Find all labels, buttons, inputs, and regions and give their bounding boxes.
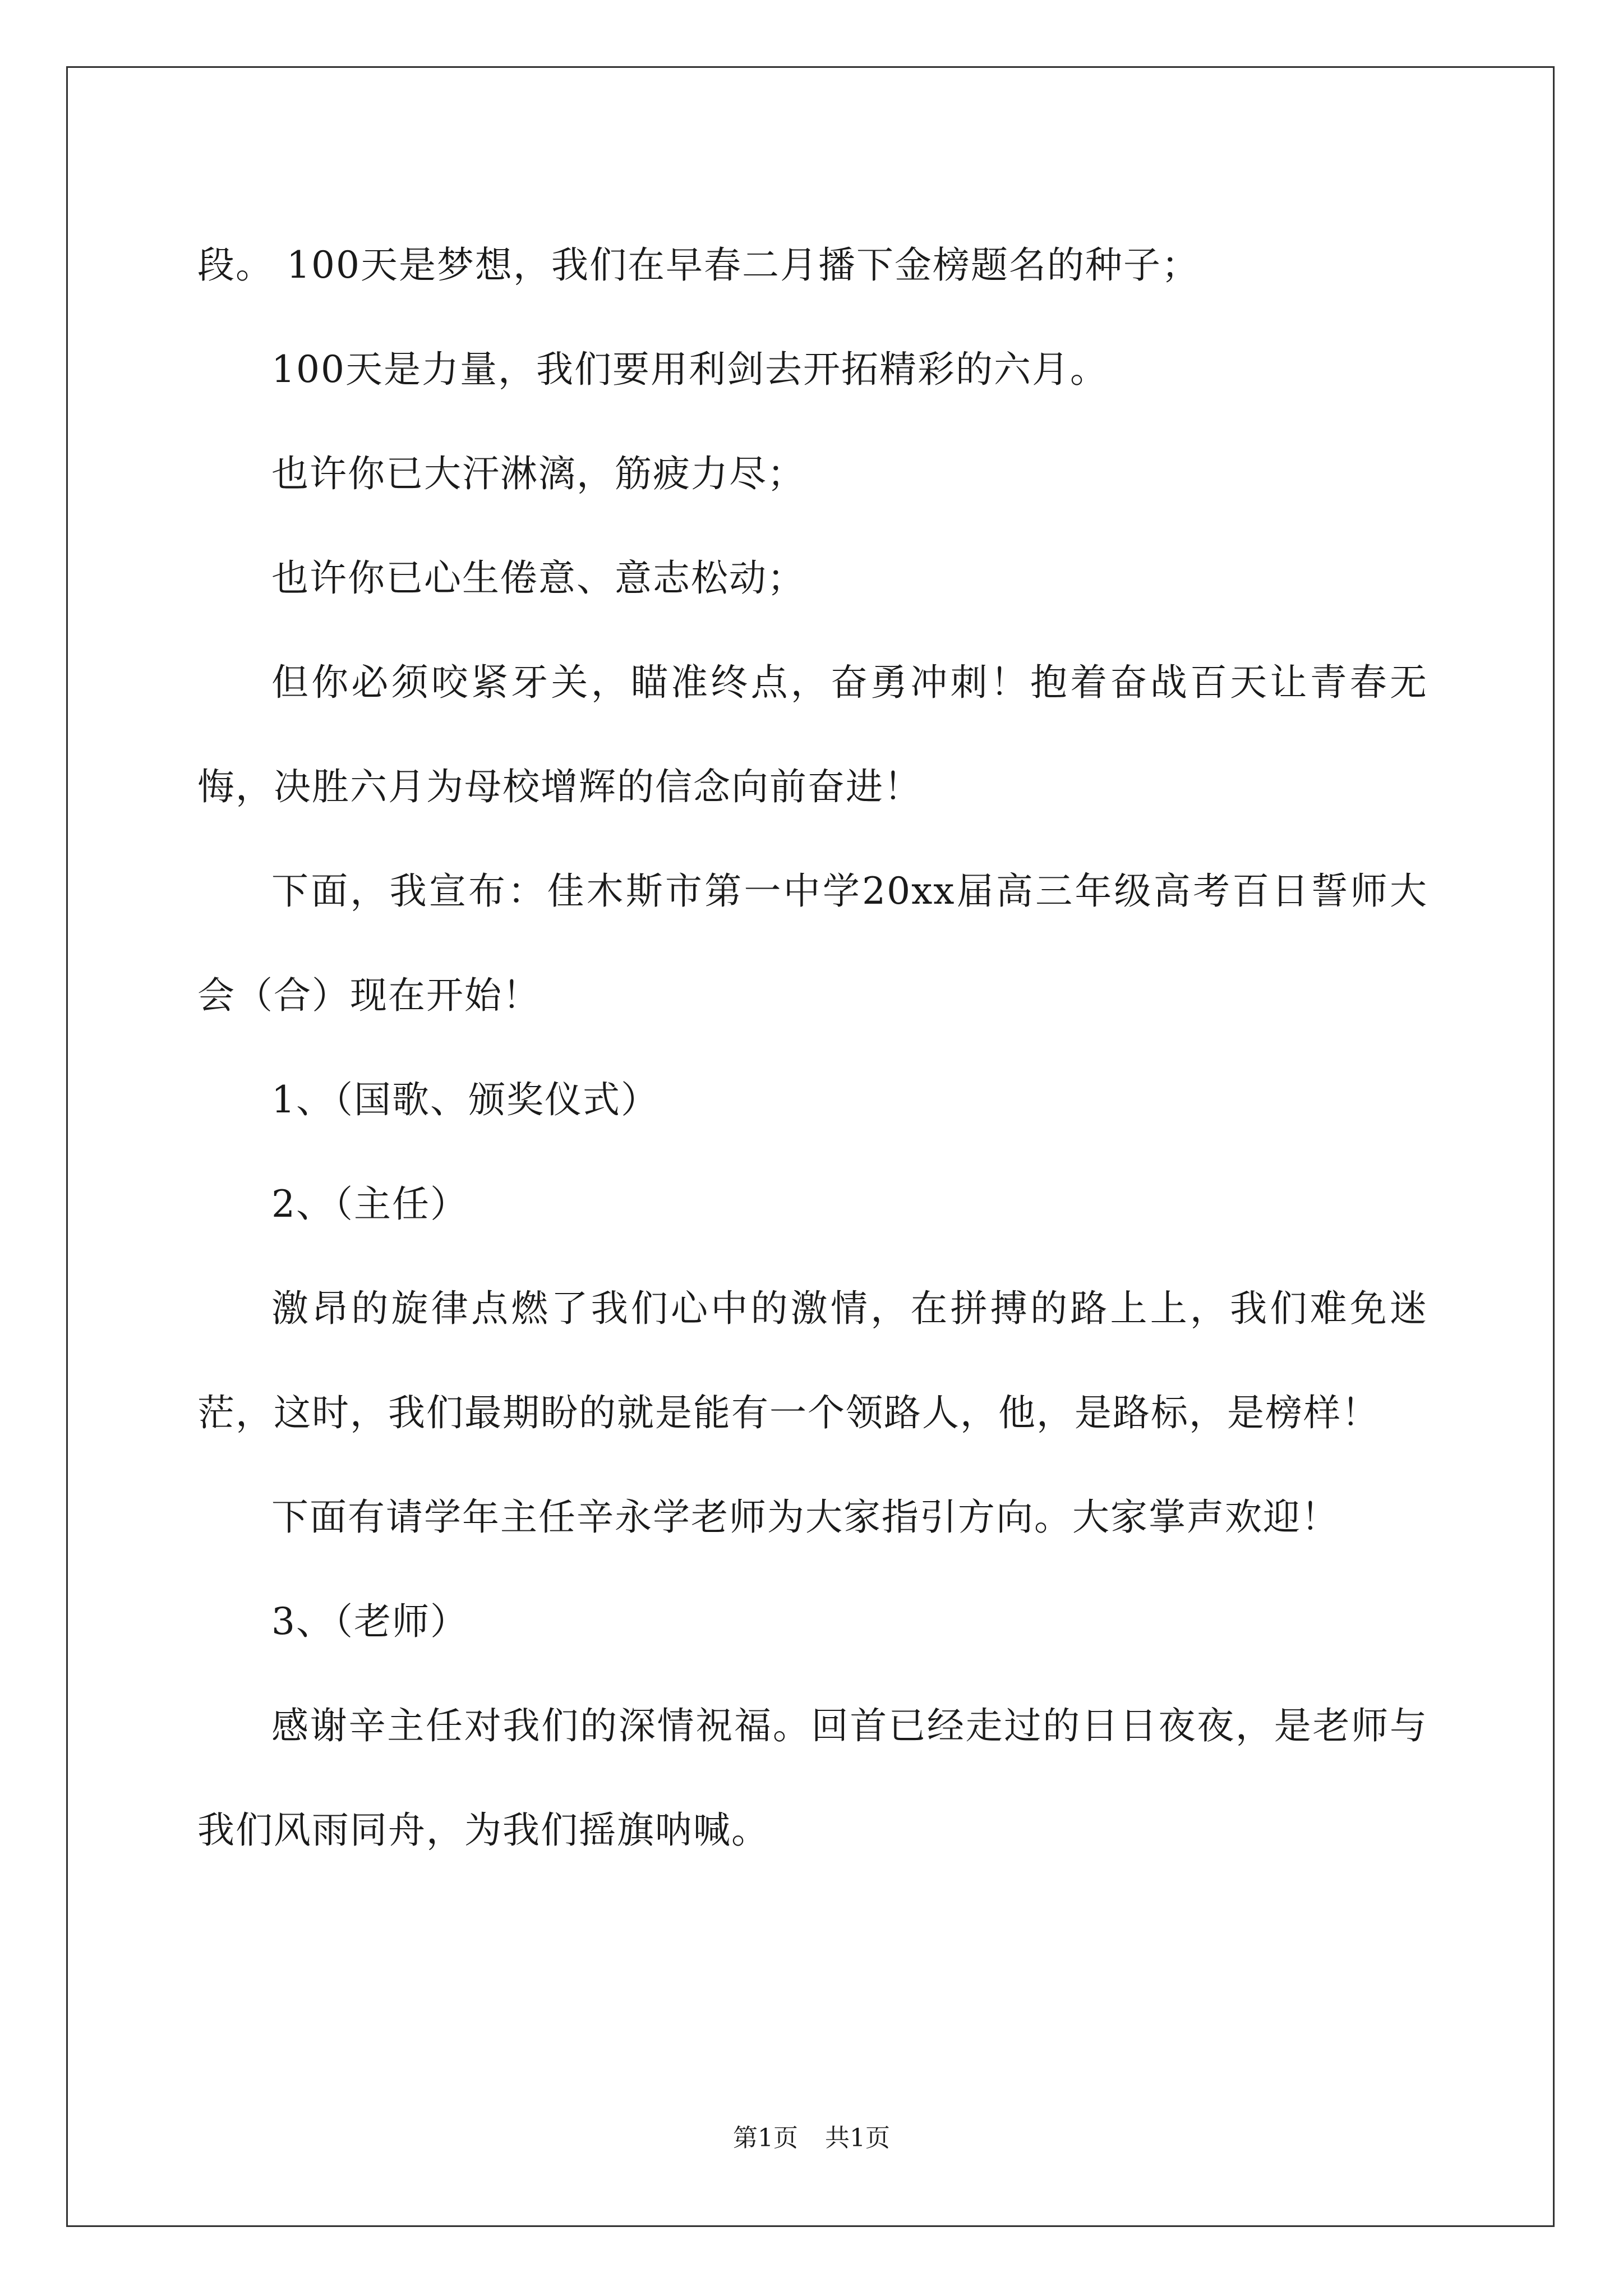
page-footer	[0, 2122, 1623, 2155]
paragraph-1: 段。 100天是梦想，我们在早春二月播下金榜题名的种子；	[197, 243, 1200, 287]
paragraph-11: 3、（老师）	[271, 1600, 468, 1643]
document-body	[197, 213, 1428, 1883]
paragraph-7: 1、（国歌、颁奖仪式）	[271, 1078, 659, 1121]
paragraph-10: 下面有请学年主任辛永学老师为大家指引方向。大家掌声欢迎！	[271, 1496, 1339, 1539]
paragraph-4: 也许你已心生倦意、意志松动；	[271, 556, 805, 600]
paragraph-5: 但你必须咬紧牙关，瞄准终点，奋勇冲刺！抱着奋战百天让青春无悔，决胜六月为母校增辉的信念向前奋进！	[197, 661, 1428, 808]
paragraph-9: 激昂的旋律点燃了我们心中的激情，在拼搏的路上上，我们难免迷茫，这时，我们最期盼的就是能有一个领路人，他，是路标，是榜样！	[197, 1287, 1428, 1434]
paragraph-8: 2、（主任）	[271, 1182, 468, 1226]
paragraph-3: 也许你已大汗淋漓，筋疲力尽；	[271, 452, 805, 495]
paragraph-12: 感谢辛主任对我们的深情祝福。回首已经走过的日日夜夜，是老师与我们风雨同舟，为我们摇旗呐喊。	[197, 1704, 1428, 1852]
page-total: 共1页	[825, 2124, 890, 2152]
page-number: 第1页	[733, 2124, 798, 2152]
paragraph-6: 下面，我宣布：佳木斯市第一中学20xx届高三年级高考百日誓师大会（合）现在开始！	[197, 869, 1428, 1017]
paragraph-2: 100天是力量，我们要用利剑去开拓精彩的六月。	[271, 348, 1108, 391]
